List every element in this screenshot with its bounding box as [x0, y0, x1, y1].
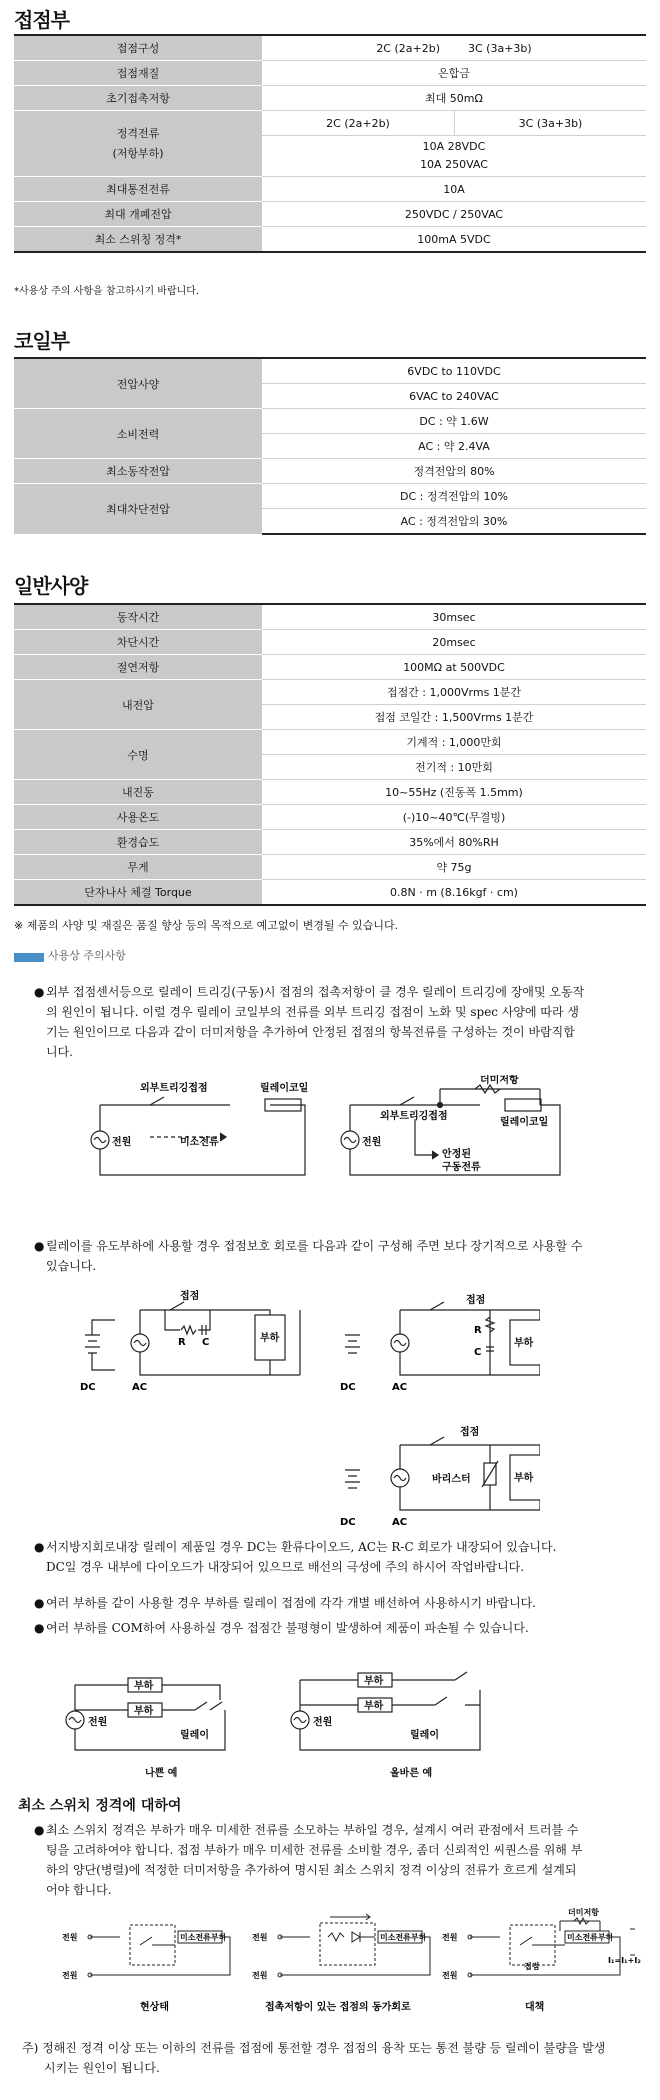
diagram4-caption-1: 현상태	[140, 2002, 169, 2013]
caution-paragraph-5: 여러 부하를 COM하여 사용하실 경우 접점간 불평형이 발생하여 제품이 파손될 수 있습니다.	[46, 1621, 529, 1635]
table-label: 내전압	[14, 680, 262, 730]
bullet-icon: ●	[34, 1621, 45, 1635]
coil-spec-table	[14, 357, 646, 535]
diagram3-relay: 릴레이	[180, 1730, 209, 1741]
diagram2-c: C	[202, 1337, 210, 1348]
diagram2-ac-3: AC	[392, 1517, 408, 1528]
value-line: 10A 250VAC	[420, 158, 488, 171]
text-line: 주) 정해진 정격 이상 또는 이하의 전류를 접점에 통전할 경우 접점의 융착 또는 통전 불량 등 릴레이 불량을 발생	[22, 2041, 606, 2055]
diagram1-relay-coil: 릴레이코일	[260, 1083, 309, 1094]
diagram2-contact-2: 접점	[466, 1295, 486, 1306]
caution-paragraph-3	[46, 1537, 646, 1577]
footnote	[22, 2038, 647, 2078]
table-label: 소비전력	[14, 409, 262, 459]
bullet-icon: ●	[34, 1596, 45, 1610]
table-value: 기계적 : 1,000만회	[262, 730, 646, 755]
section-title-coil: 코일부	[14, 329, 69, 353]
text-line: 있습니다.	[46, 1259, 97, 1273]
table-value: 20msec	[262, 630, 646, 655]
diagram4-formula: I₁=I₁+I₂	[608, 1956, 641, 1965]
caution-marker	[14, 953, 44, 962]
table-value: 은합금	[262, 61, 646, 86]
text-line: 팅을 고려하여야 합니다. 접점 부하가 매우 미세한 전류를 소비할 경우, 좀더 신뢰적인 씨퀀스를 위해 부	[46, 1843, 583, 1857]
diagram2-contact-3: 접점	[460, 1427, 480, 1438]
text-line: 니다.	[46, 1045, 73, 1059]
table-label: 초기접촉저항	[14, 86, 262, 111]
diagram1-stable-1: 안정된	[442, 1149, 471, 1160]
diagram4-power-3: 전원	[442, 1933, 458, 1942]
table-label: 최대차단전압	[14, 484, 262, 535]
diagram2-ac: AC	[132, 1382, 148, 1393]
table-label: 사용온도	[14, 805, 262, 830]
table-value: 2C (2a+2b) 3C (3a+3b)	[262, 35, 646, 61]
caution-paragraph-1	[46, 982, 646, 1062]
diagram3-power-2: 전원	[313, 1717, 333, 1728]
table-label: 최소동작전압	[14, 459, 262, 484]
contact-note: *사용상 주의 사항을 참고하시기 바랍니다.	[14, 286, 200, 297]
table-label-line: 정격전류	[116, 126, 160, 140]
diagram4-caption-3: 대책	[525, 2002, 545, 2013]
diagram3-load-1: 부하	[134, 1681, 154, 1692]
diagram3-wrong: 나쁜 예	[145, 1768, 178, 1779]
diagram2-load-3: 부하	[514, 1473, 534, 1484]
table-value: 접점간 : 1,000Vrms 1분간	[262, 680, 646, 705]
min-switch-title: 최소 스위치 정격에 대하여	[18, 1798, 182, 1814]
table-label: 무게	[14, 855, 262, 880]
table-value: DC : 약 1.6W	[262, 409, 646, 434]
diagram2-dc-3: DC	[340, 1517, 356, 1528]
diagram2-c-2: C	[474, 1347, 482, 1358]
table-value: 전기적 : 10만회	[262, 755, 646, 780]
diagram4-power-b: 전원	[62, 1971, 78, 1980]
diagram3-load-4: 부하	[364, 1701, 384, 1712]
text-line: 릴레이를 유도부하에 사용할 경우 접점보호 회로를 다음과 같이 구성해 주면 보다 장기적으로 사용할 수	[46, 1239, 583, 1253]
diagram2-load: 부하	[260, 1333, 280, 1344]
table-label: 내진동	[14, 780, 262, 805]
min-switch-paragraph	[46, 1820, 646, 1900]
bullet-icon: ●	[34, 1823, 45, 1837]
bullet-icon: ●	[34, 1540, 45, 1554]
text-line: 최소 스위치 정격은 부하가 매우 미세한 전류를 소모하는 부하일 경우, 설계시 여러 관점에서 트러블 수	[46, 1823, 579, 1837]
multi-load-diagram	[60, 1660, 580, 1785]
bullet-icon: ●	[34, 985, 45, 999]
table-label: 최대 개폐전압	[14, 202, 262, 227]
caution-paragraph-2	[46, 1236, 646, 1276]
diagram3-relay-2: 릴레이	[410, 1730, 439, 1741]
bullet-icon: ●	[34, 1239, 45, 1253]
trigger-circuit-diagram	[80, 1075, 650, 1205]
diagram1-power: 전원	[112, 1137, 132, 1148]
table-value: 30msec	[262, 604, 646, 630]
diagram4-power-2b: 전원	[252, 1971, 268, 1980]
table-value	[262, 136, 646, 177]
diagram3-load-2: 부하	[134, 1706, 154, 1717]
table-value: 6VDC to 110VDC	[262, 358, 646, 384]
table-label-line: (저항부하)	[112, 146, 164, 160]
table-label: 전압사양	[14, 358, 262, 409]
min-switch-diagram	[60, 1905, 650, 2020]
diagram2-load-2: 부하	[514, 1338, 534, 1349]
table-value: 100MΩ at 500VDC	[262, 655, 646, 680]
table-value: 10A	[262, 177, 646, 202]
diagram3-load-3: 부하	[364, 1676, 384, 1687]
diagram1-ext-contact-2: 외부트리깅접점	[380, 1111, 448, 1122]
table-value: 35%에서 80%RH	[262, 830, 646, 855]
table-value: 100mA 5VDC	[262, 227, 646, 253]
diagram2-ac-2: AC	[392, 1382, 408, 1393]
table-label: 환경습도	[14, 830, 262, 855]
caution-header: 사용상 주의사항	[48, 949, 126, 962]
text-line: 시키는 원인이 됩니다.	[44, 2061, 160, 2075]
diagram4-power: 전원	[62, 1933, 78, 1942]
table-value: 약 75g	[262, 855, 646, 880]
contact-protection-diagram	[70, 1285, 540, 1530]
diagram4-dummy: 더미저항	[568, 1908, 599, 1917]
table-value: 접점 코일간 : 1,500Vrms 1분간	[262, 705, 646, 730]
text-line: 기는 원인이므로 다음과 같이 더미저항을 추가하여 안정된 접점의 항복전류를 구성하는 것이 바람직합	[46, 1025, 575, 1039]
diagram2-dc: DC	[80, 1382, 96, 1393]
table-value: 2C (2a+2b)	[262, 111, 455, 136]
text-line: 의 원인이 됩니다. 이럴 경우 릴레이 코일부의 전류를 외부 트리깅 접점이 노화 및 spec 사양에 따라 생	[46, 1005, 580, 1019]
diagram4-load-1: 미소전류부하	[180, 1933, 227, 1942]
section-title-contact: 접점부	[14, 8, 69, 32]
general-spec-table	[14, 603, 646, 906]
table-value: 250VDC / 250VAC	[262, 202, 646, 227]
diagram1-power-2: 전원	[362, 1137, 382, 1148]
text-line: 하의 양단(병렬)에 적정한 더미저항을 추가하여 명시된 최소 스위치 정격 이상의 전류가 흐르게 설계되	[46, 1863, 577, 1877]
table-label	[14, 111, 262, 177]
table-value: AC : 정격전압의 30%	[262, 509, 646, 535]
table-label: 접점재질	[14, 61, 262, 86]
value-line: 10A 28VDC	[422, 140, 486, 153]
general-note: ※ 제품의 사양 및 재질은 품질 향상 등의 목적으로 예고없이 변경될 수 있습니다.	[14, 919, 399, 932]
table-label: 절연저항	[14, 655, 262, 680]
table-value: 0.8N · m (8.16kgf · cm)	[262, 880, 646, 906]
diagram1-relay-coil-2: 릴레이코일	[500, 1117, 549, 1128]
diagram2-r: R	[178, 1337, 186, 1348]
diagram2-r-2: R	[474, 1325, 482, 1336]
diagram4-load-3: 미소전류부하	[567, 1933, 614, 1942]
diagram2-dc-2: DC	[340, 1382, 356, 1393]
table-value: 10~55Hz (진동폭 1.5mm)	[262, 780, 646, 805]
diagram4-caption-2: 접촉저항이 있는 접점의 동가회로	[265, 2002, 411, 2013]
table-label: 단자나사 체결 Torque	[14, 880, 262, 906]
diagram2-contact: 접점	[180, 1291, 200, 1302]
table-label: 접점구성	[14, 35, 262, 61]
text-line: 서지방지회로내장 릴레이 제품일 경우 DC는 환류다이오드, AC는 R-C 회로가 내장되어 있습니다.	[46, 1540, 557, 1554]
table-label: 최대통전전류	[14, 177, 262, 202]
table-value: 6VAC to 240VAC	[262, 384, 646, 409]
diagram4-power-2: 전원	[252, 1933, 268, 1942]
diagram3-power: 전원	[88, 1717, 108, 1728]
table-value: AC : 약 2.4VA	[262, 434, 646, 459]
table-value: (-)10~40℃(무결빙)	[262, 805, 646, 830]
table-value: 정격전압의 80%	[262, 459, 646, 484]
diagram4-load-2: 미소전류부하	[380, 1933, 427, 1942]
text-line: 어야 합니다.	[46, 1883, 112, 1897]
diagram1-dummy-res: 더미저항	[480, 1075, 519, 1086]
contact-spec-table	[14, 34, 646, 253]
diagram3-right: 올바른 예	[390, 1768, 433, 1779]
table-label: 수명	[14, 730, 262, 780]
caution-paragraph-4: 여러 부하를 같이 사용할 경우 부하를 릴레이 접점에 각각 개별 배선하여 사용하시기 바랍니다.	[46, 1596, 537, 1610]
diagram4-power-3b: 전원	[442, 1971, 458, 1980]
table-label: 차단시간	[14, 630, 262, 655]
diagram4-contact: 접점	[524, 1962, 540, 1971]
table-label: 최소 스위칭 정격*	[14, 227, 262, 253]
diagram1-stable-2: 구동전류	[442, 1162, 481, 1173]
table-value: 3C (3a+3b)	[455, 111, 647, 136]
diagram1-micro-current: 미소전류	[180, 1137, 219, 1148]
table-value: 최대 50mΩ	[262, 86, 646, 111]
section-title-general: 일반사양	[14, 574, 88, 598]
table-value: DC : 정격전압의 10%	[262, 484, 646, 509]
diagram2-varistor: 바리스터	[432, 1474, 471, 1485]
table-label: 동작시간	[14, 604, 262, 630]
text-line: DC일 경우 내부에 다이오드가 내장되어 있으므로 배선의 극성에 주의 하시어 작업바랍니다.	[46, 1560, 525, 1574]
diagram1-ext-contact: 외부트리깅접점	[140, 1083, 208, 1094]
text-line: 외부 접점센서등으로 릴레이 트리깅(구동)시 접점의 접촉저항이 클 경우 릴레이 트리깅에 장애및 오동작	[46, 985, 585, 999]
